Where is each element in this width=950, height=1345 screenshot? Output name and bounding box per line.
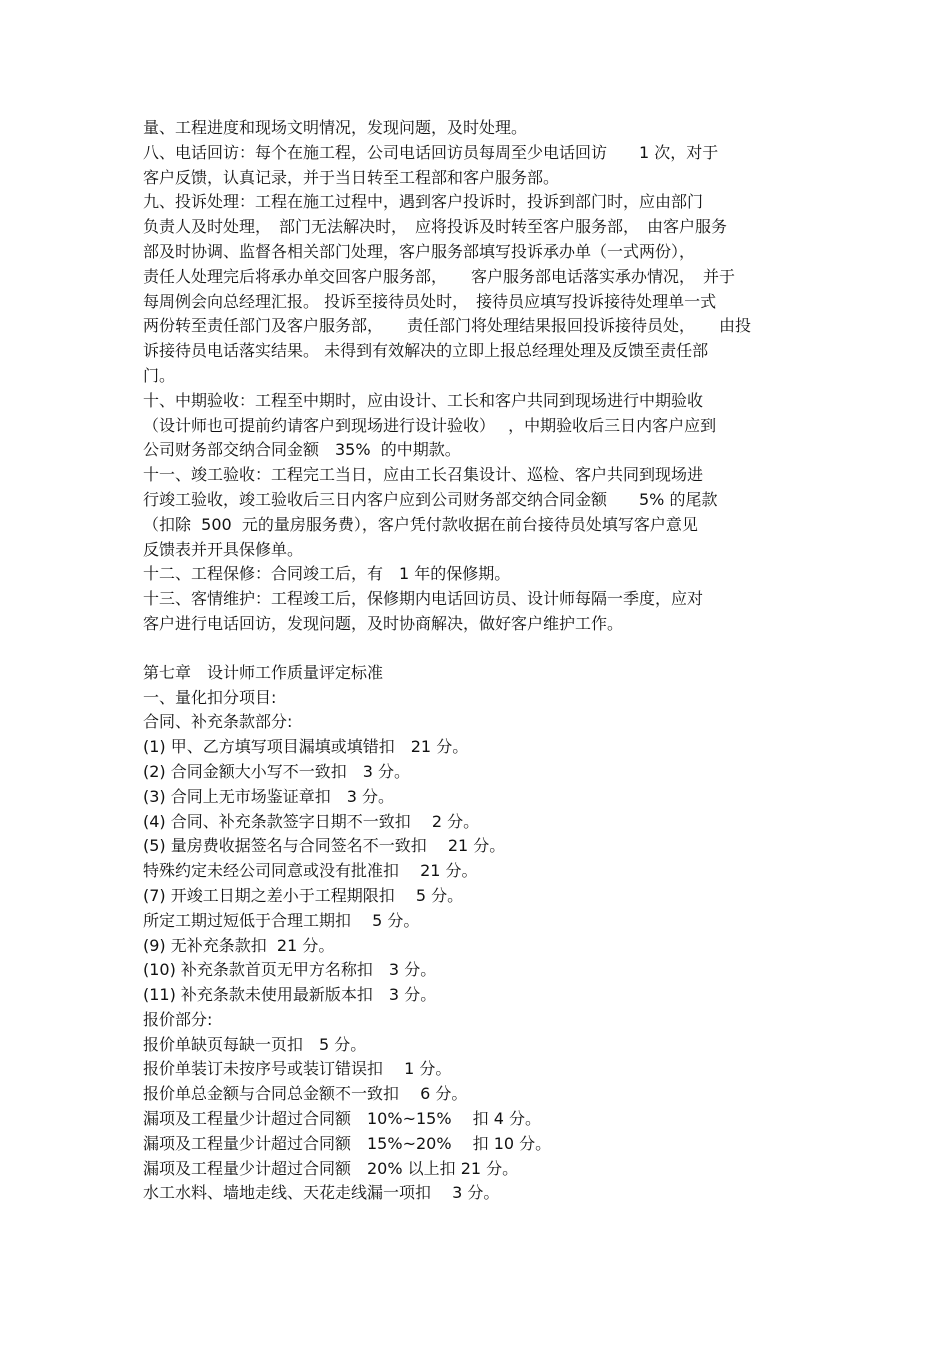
- text-line: 十一、竣工验收：工程完工当日，应由工长召集设计、巡检、客户共同到现场进: [143, 465, 704, 485]
- text-line: 量、工程进度和现场文明情况，发现问题，及时处理。: [143, 118, 528, 137]
- list-item: 特殊约定未经公司同意或没有批准扣 21 分。: [143, 861, 478, 881]
- list-item: (11) 补充条款未使用最新版本扣 3 分。: [143, 985, 437, 1005]
- list-item: 漏项及工程量少计超过合同额 15%~20% 扣 10 分。: [143, 1133, 552, 1153]
- text-line: 反馈表并开具保修单。: [143, 539, 304, 559]
- text-line: 负责人及时处理， 部门无法解决时， 应将投诉及时转至客户服务部， 由客户服务: [143, 217, 728, 237]
- list-item: 报价单总金额与合同总金额不一致扣 6 分。: [143, 1084, 468, 1104]
- chapter-seven-section: [143, 661, 813, 1207]
- list-item: (3) 合同上无市场鉴证章扣 3 分。: [143, 786, 395, 806]
- list-item: 所定工期过短低于合理工期扣 5 分。: [143, 910, 420, 930]
- text-line: 客户进行电话回访，发现问题，及时协商解决，做好客户维护工作。: [143, 613, 624, 633]
- text-line: 十二、工程保修：合同竣工后，有 1 年的保修期。: [143, 564, 511, 584]
- text-line: 两份转至责任部门及客户服务部， 责任部门将处理结果报回投诉接待员处， 由投: [143, 316, 752, 336]
- text-line: 责任人处理完后将承办单交回客户服务部， 客户服务部电话落实承办情况， 并于: [143, 266, 736, 286]
- subsection-heading: 报价部分:: [143, 1009, 213, 1029]
- section-gap: [143, 637, 813, 661]
- list-item: (9) 无补充条款扣 21 分。: [143, 935, 335, 955]
- list-item: (4) 合同、补充条款签字日期不一致扣 2 分。: [143, 811, 480, 831]
- text-line: 行竣工验收，竣工验收后三日内客户应到公司财务部交纳合同金额 5% 的尾款: [143, 489, 718, 509]
- list-item: 报价单缺页每缺一页扣 5 分。: [143, 1034, 367, 1054]
- list-item: 漏项及工程量少计超过合同额 20% 以上扣 21 分。: [143, 1158, 519, 1178]
- text-line: 门。: [143, 365, 176, 385]
- list-item: 漏项及工程量少计超过合同额 10%~15% 扣 4 分。: [143, 1109, 541, 1129]
- text-line: 客户反馈，认真记录，并于当日转至工程部和客户服务部。: [143, 167, 560, 187]
- list-item: (7) 开竣工日期之差小于工程期限扣 5 分。: [143, 885, 464, 905]
- text-line: 诉接待员电话落实结果。 未得到有效解决的立即上报总经理处理及反馈至责任部: [143, 341, 709, 361]
- text-line: （扣除 500 元的量房服务费），客户凭付款收据在前台接待员处填写客户意见: [143, 514, 698, 534]
- text-line: 八、电话回访：每个在施工程，公司电话回访员每周至少电话回访 1 次，对于: [143, 142, 719, 162]
- list-item: 水工水料、墙地走线、天花走线漏一项扣 3 分。: [143, 1183, 500, 1203]
- text-line: 九、投诉处理：工程在施工过程中，遇到客户投诉时，投诉到部门时，应由部门: [143, 192, 704, 212]
- list-item: (1) 甲、乙方填写项目漏填或填错扣 21 分。: [143, 737, 469, 757]
- list-item: (2) 合同金额大小写不一致扣 3 分。: [143, 761, 411, 781]
- text-line: 公司财务部交纳合同金额 35% 的中期款。: [143, 440, 461, 460]
- document-page: [143, 116, 813, 1206]
- text-line: 十、中期验收：工程至中期时，应由设计、工长和客户共同到现场进行中期验收: [143, 390, 704, 410]
- chapter-title: 第七章 设计师工作质量评定标准: [143, 662, 384, 682]
- text-line: 每周例会向总经理汇报。 投诉至接待员处时， 接待员应填写投诉接待处理单一式: [143, 291, 717, 311]
- text-line: （设计师也可提前约请客户到现场进行设计验收） ，中期验收后三日内客户应到: [143, 415, 717, 435]
- subsection-heading: 合同、补充条款部分:: [143, 712, 293, 732]
- section-heading: 一、量化扣分项目:: [143, 687, 277, 707]
- text-line: 十三、客情维护：工程竣工后，保修期内电话回访员、设计师每隔一季度，应对: [143, 589, 704, 609]
- procedure-section: [143, 116, 813, 637]
- text-line: 部及时协调、监督各相关部门处理，客户服务部填写投诉承办单（一式两份），: [143, 241, 696, 261]
- list-item: 报价单装订未按序号或装订错误扣 1 分。: [143, 1059, 452, 1079]
- list-item: (5) 量房费收据签名与合同签名不一致扣 21 分。: [143, 836, 506, 856]
- list-item: (10) 补充条款首页无甲方名称扣 3 分。: [143, 960, 437, 980]
